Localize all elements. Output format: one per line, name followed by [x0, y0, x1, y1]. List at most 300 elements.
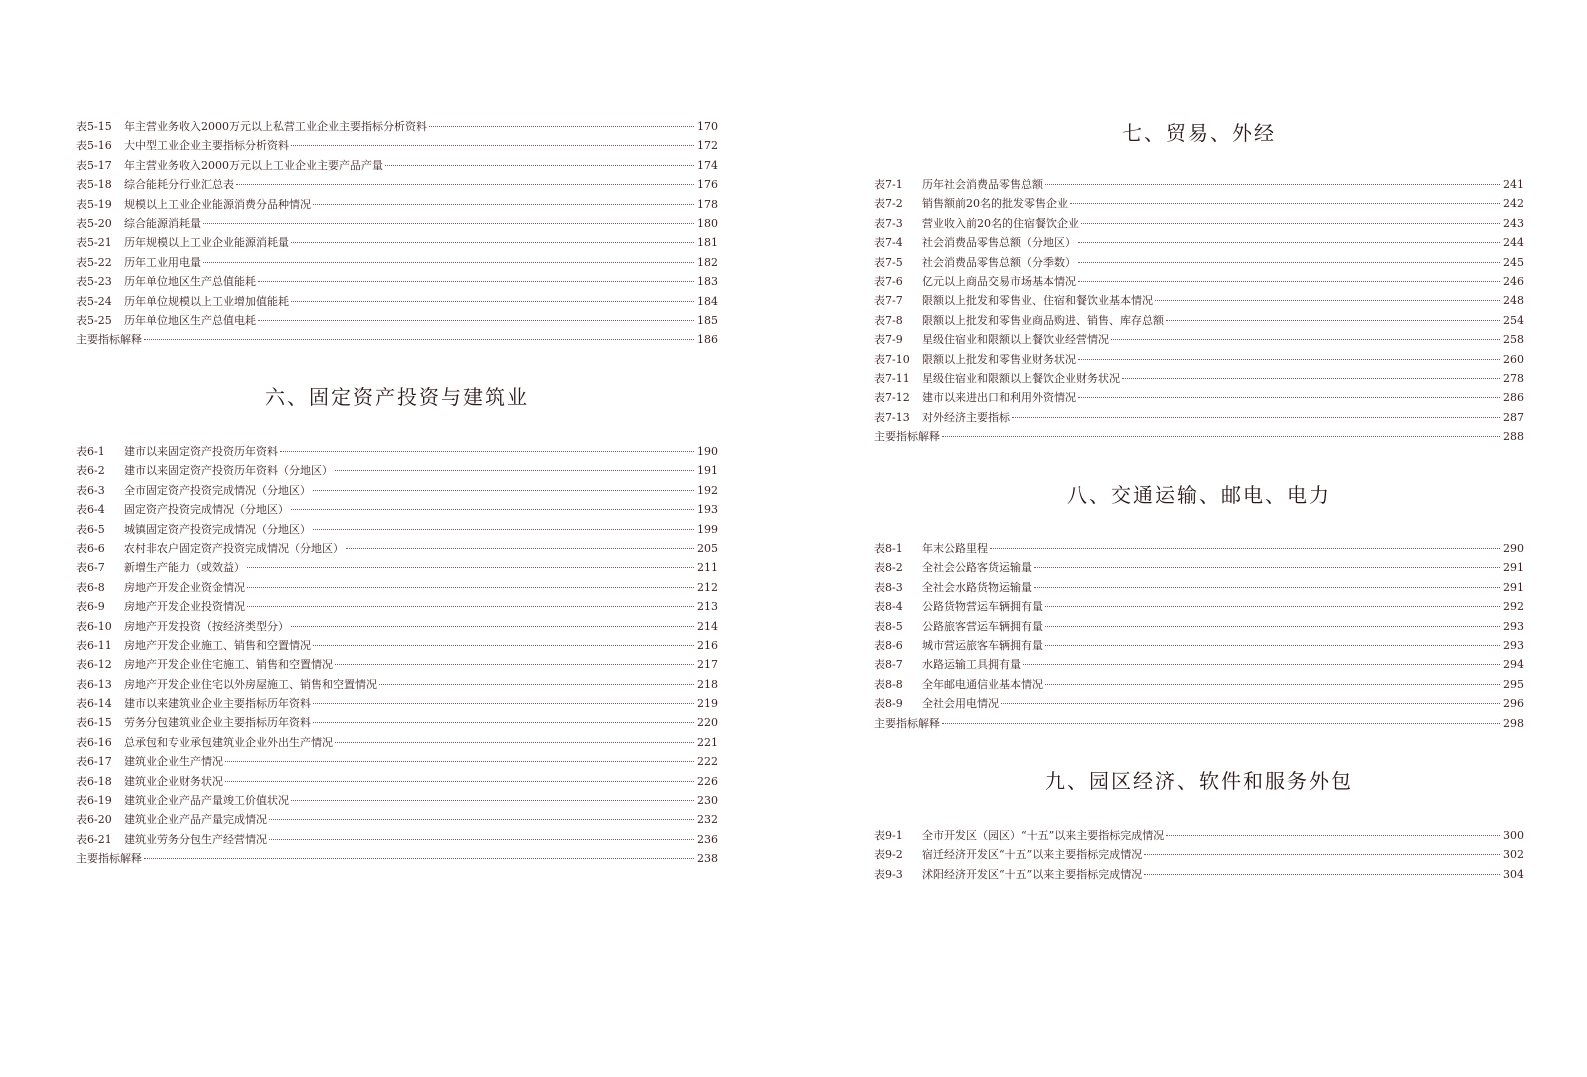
toc-table-code: 表7-9 [874, 333, 903, 347]
toc-page-number: 248 [1503, 294, 1524, 308]
toc-row[interactable] [874, 330, 1524, 349]
toc-page-number: 244 [1503, 236, 1524, 250]
toc-leader-dots [247, 587, 694, 588]
toc-row[interactable] [76, 272, 718, 291]
toc-row[interactable] [874, 214, 1524, 233]
toc-title: 星级住宿业和限额以上餐饮业经营情况 [922, 333, 1109, 347]
toc-table-code: 表6-17 [76, 755, 112, 769]
toc-table-code: 表9-1 [874, 829, 903, 842]
toc-page-number: 292 [1503, 600, 1524, 614]
toc-page-number: 172 [697, 139, 718, 153]
toc-leader-dots [1001, 703, 1500, 704]
toc-row[interactable] [76, 520, 718, 539]
toc-row[interactable] [874, 253, 1524, 272]
toc-leader-dots [144, 339, 694, 340]
toc-title: 建市以来进出口和利用外资情况 [922, 391, 1076, 405]
toc-leader-dots [203, 223, 694, 224]
toc-table-code: 表6-4 [76, 503, 105, 517]
toc-row[interactable] [874, 636, 1524, 655]
toc-table-code: 表5-23 [76, 275, 112, 289]
toc-table-code: 表7-1 [874, 178, 903, 191]
toc-page-number: 170 [697, 120, 718, 133]
toc-table-code: 表5-19 [76, 197, 112, 211]
toc-leader-dots [1144, 874, 1500, 875]
toc-page-number: 183 [697, 275, 718, 289]
toc-leader-dots [313, 703, 694, 704]
toc-table-code: 表7-6 [874, 274, 903, 288]
toc-leader-dots [313, 722, 694, 723]
toc-row[interactable] [874, 539, 1524, 558]
toc-title: 主要指标解释 [874, 430, 940, 444]
toc-table-code: 表7-11 [874, 371, 910, 385]
toc-leader-dots [1045, 184, 1500, 185]
toc-title: 对外经济主要指标 [922, 410, 1010, 424]
toc-leader-dots [1166, 835, 1500, 836]
toc-leader-dots [291, 800, 694, 801]
toc-table-code: 表6-12 [76, 658, 112, 672]
toc-title: 年主营业务收入2000万元以上私营工业企业主要指标分析资料 [124, 120, 427, 133]
toc-leader-dots [1081, 223, 1500, 224]
toc-table-code: 表7-13 [874, 410, 910, 424]
toc-table-code: 表6-2 [76, 464, 105, 478]
toc-leader-dots [1078, 281, 1500, 282]
toc-title: 营业收入前20名的住宿餐饮企业 [922, 216, 1079, 230]
toc-leader-dots [1034, 587, 1500, 588]
toc-table-code: 表7-8 [874, 313, 903, 327]
toc-page-number: 193 [697, 503, 718, 517]
toc-title: 大中型工业企业主要指标分析资料 [124, 139, 289, 153]
toc-table-code: 表6-15 [76, 716, 112, 730]
toc-table-code: 表5-25 [76, 313, 112, 327]
toc-row[interactable] [76, 713, 718, 732]
toc-row[interactable] [874, 865, 1524, 884]
toc-leader-dots [429, 126, 694, 127]
toc-row[interactable] [874, 597, 1524, 616]
section-heading: 七、贸易、外经 [1122, 121, 1276, 145]
section-9 [874, 766, 1524, 884]
toc-row[interactable] [76, 156, 718, 175]
toc-table-code: 表6-20 [76, 813, 112, 827]
toc-row[interactable] [76, 214, 718, 233]
toc-page-number: 288 [1503, 430, 1524, 444]
toc-page-number: 181 [697, 236, 718, 250]
toc-leader-dots [346, 548, 694, 549]
toc-leader-dots [1045, 645, 1500, 646]
toc-table-code: 表8-6 [874, 638, 903, 652]
toc-title: 建筑业企业财务状况 [124, 774, 223, 788]
toc-title: 主要指标解释 [874, 716, 940, 730]
toc-table-code: 表8-5 [874, 619, 903, 633]
toc-title: 主要指标解释 [76, 333, 142, 347]
toc-row[interactable] [76, 655, 718, 674]
toc-list [874, 539, 1524, 714]
toc-row[interactable] [76, 442, 718, 461]
toc-row[interactable] [76, 175, 718, 194]
toc-table-code: 表6-16 [76, 735, 112, 749]
toc-list [76, 442, 718, 849]
toc-page-number: 191 [697, 464, 718, 478]
toc-explanation-row[interactable] [76, 330, 718, 349]
toc-table-code: 表8-8 [874, 677, 903, 691]
toc-table-code: 表8-3 [874, 580, 903, 594]
toc-table-code: 表8-9 [874, 697, 903, 711]
toc-page-number: 221 [697, 735, 718, 749]
toc-table-code: 表9-3 [874, 867, 903, 881]
toc-title: 社会消费品零售总额（分地区） [922, 236, 1076, 250]
toc-row[interactable] [76, 636, 718, 655]
toc-title: 宿迁经济开发区“十五”以来主要指标完成情况 [922, 848, 1143, 862]
toc-leader-dots [203, 262, 694, 263]
toc-leader-dots [335, 470, 694, 471]
toc-table-code: 表5-21 [76, 236, 112, 250]
toc-row[interactable] [76, 752, 718, 771]
toc-leader-dots [1144, 854, 1500, 855]
toc-title: 星级住宿业和限额以上餐饮企业财务状况 [922, 371, 1120, 385]
toc-title: 历年工业用电量 [124, 255, 201, 269]
toc-leader-dots [291, 242, 694, 243]
toc-title: 历年单位地区生产总值电耗 [124, 313, 256, 327]
toc-title: 水路运输工具拥有量 [922, 658, 1021, 672]
toc-table-code: 表6-18 [76, 774, 112, 788]
toc-table-code: 表6-13 [76, 677, 112, 691]
toc-explanation-row[interactable] [76, 849, 718, 868]
toc-explanation-row[interactable] [874, 714, 1524, 733]
toc-leader-dots [1023, 664, 1500, 665]
toc-title: 规模以上工业企业能源消费分品种情况 [124, 197, 311, 211]
toc-title: 全市固定资产投资完成情况（分地区） [124, 483, 311, 497]
toc-title: 建市以来建筑业企业主要指标历年资料 [124, 697, 311, 711]
toc-page-number: 246 [1503, 274, 1524, 288]
toc-table-code: 表6-3 [76, 483, 105, 497]
toc-row[interactable] [874, 350, 1524, 369]
toc-title: 亿元以上商品交易市场基本情况 [922, 274, 1076, 288]
toc-page-number: 291 [1503, 561, 1524, 575]
toc-row[interactable] [76, 195, 718, 214]
toc-table-code: 表6-8 [76, 580, 105, 594]
toc-row[interactable] [874, 694, 1524, 713]
toc-title: 沭阳经济开发区“十五”以来主要指标完成情况 [922, 867, 1143, 881]
toc-table-code: 表9-2 [874, 848, 903, 862]
toc-leader-dots [313, 204, 694, 205]
toc-title: 限额以上批发和零售业商品购进、销售、库存总额 [922, 313, 1164, 327]
toc-table-code: 表7-5 [874, 255, 903, 269]
toc-page-number: 185 [697, 313, 718, 327]
toc-list [76, 117, 718, 330]
toc-page-number: 212 [697, 580, 718, 594]
toc-table-code: 表6-21 [76, 832, 112, 846]
toc-leader-dots [225, 781, 694, 782]
toc-table-code: 表7-12 [874, 391, 910, 405]
toc-page-number: 184 [697, 294, 718, 308]
toc-table-code: 表5-24 [76, 294, 112, 308]
toc-leader-dots [225, 761, 694, 762]
toc-row[interactable] [76, 253, 718, 272]
toc-table-code: 表6-1 [76, 445, 105, 458]
toc-table-code: 表5-22 [76, 255, 112, 269]
toc-leader-dots [1078, 262, 1500, 263]
toc-row[interactable] [874, 655, 1524, 674]
toc-page-number: 260 [1503, 352, 1524, 366]
toc-page-number: 294 [1503, 658, 1524, 672]
toc-row[interactable] [874, 194, 1524, 213]
toc-page-number: 295 [1503, 677, 1524, 691]
toc-page-number: 180 [697, 216, 718, 230]
toc-title: 建市以来固定资产投资历年资料 [124, 445, 278, 458]
toc-row[interactable] [76, 772, 718, 791]
toc-title: 农村非农户固定资产投资完成情况（分地区） [124, 541, 344, 555]
toc-page-number: 211 [697, 561, 718, 575]
section-heading: 九、园区经济、软件和服务外包 [1045, 769, 1353, 793]
toc-page-number: 298 [1503, 716, 1524, 730]
toc-page-number: 291 [1503, 580, 1524, 594]
toc-page-number: 254 [1503, 313, 1524, 327]
toc-page-number: 300 [1503, 829, 1524, 842]
toc-leader-dots [313, 490, 694, 491]
toc-title: 年末公路里程 [922, 542, 988, 555]
toc-title: 历年单位规模以上工业增加值能耗 [124, 294, 289, 308]
toc-row[interactable] [76, 675, 718, 694]
toc-leader-dots [236, 184, 694, 185]
toc-leader-dots [313, 529, 694, 530]
toc-row[interactable] [874, 558, 1524, 577]
toc-page-number: 230 [697, 794, 718, 808]
toc-table-code: 表8-1 [874, 542, 903, 555]
toc-title: 历年单位地区生产总值能耗 [124, 275, 256, 289]
toc-leader-dots [269, 819, 694, 820]
toc-table-code: 表7-2 [874, 197, 903, 211]
toc-title: 房地产开发企业施工、销售和空置情况 [124, 638, 311, 652]
toc-page-number: 213 [697, 600, 718, 614]
toc-page-number: 222 [697, 755, 718, 769]
toc-page-number: 176 [697, 178, 718, 192]
toc-page-number: 192 [697, 483, 718, 497]
toc-row[interactable] [874, 826, 1524, 845]
toc-title: 全年邮电通信业基本情况 [922, 677, 1043, 691]
toc-row[interactable] [76, 539, 718, 558]
toc-title: 总承包和专业承包建筑业企业外出生产情况 [124, 735, 333, 749]
toc-row[interactable] [874, 675, 1524, 694]
toc-page-number: 226 [697, 774, 718, 788]
toc-table-code: 表5-15 [76, 120, 112, 133]
toc-page-number: 236 [697, 832, 718, 846]
toc-leader-dots [1045, 626, 1500, 627]
toc-title: 综合能耗分行业汇总表 [124, 178, 234, 192]
toc-title: 固定资产投资完成情况（分地区） [124, 503, 289, 517]
toc-leader-dots [1111, 339, 1500, 340]
toc-title: 建筑业企业产品产量完成情况 [124, 813, 267, 827]
toc-table-code: 表6-6 [76, 541, 105, 555]
toc-page-number: 286 [1503, 391, 1524, 405]
toc-table-code: 表5-20 [76, 216, 112, 230]
toc-title: 历年规模以上工业企业能源消耗量 [124, 236, 289, 250]
toc-table-code: 表7-7 [874, 294, 903, 308]
toc-leader-dots [1034, 567, 1500, 568]
toc-leader-dots [258, 320, 694, 321]
toc-page-number: 217 [697, 658, 718, 672]
toc-row[interactable] [76, 292, 718, 311]
toc-title: 年主营业务收入2000万元以上工业企业主要产品产量 [124, 158, 383, 172]
toc-leader-dots [291, 509, 694, 510]
toc-title: 建筑业企业生产情况 [124, 755, 223, 769]
toc-title: 社会消费品零售总额（分季数） [922, 255, 1076, 269]
toc-row[interactable] [76, 461, 718, 480]
toc-page-number: 216 [697, 638, 718, 652]
toc-row[interactable] [874, 845, 1524, 864]
toc-page-number: 241 [1503, 178, 1524, 191]
toc-table-code: 表6-9 [76, 600, 105, 614]
toc-leader-dots [280, 451, 694, 452]
toc-page-number: 182 [697, 255, 718, 269]
toc-table-code: 表6-19 [76, 794, 112, 808]
toc-table-code: 表6-11 [76, 638, 112, 652]
toc-row[interactable] [76, 733, 718, 752]
toc-leader-dots [990, 548, 1500, 549]
toc-row[interactable] [76, 481, 718, 500]
toc-row[interactable] [76, 617, 718, 636]
toc-row[interactable] [76, 500, 718, 519]
toc-title: 全市开发区（园区）“十五”以来主要指标完成情况 [922, 829, 1165, 842]
toc-leader-dots [1045, 684, 1500, 685]
toc-row[interactable] [76, 810, 718, 829]
toc-page-number: 296 [1503, 697, 1524, 711]
toc-title: 房地产开发投资（按经济类型分） [124, 619, 289, 633]
toc-leader-dots [335, 742, 694, 743]
toc-leader-dots [269, 839, 694, 840]
toc-row[interactable] [874, 369, 1524, 388]
toc-title: 房地产开发企业住宅以外房屋施工、销售和空置情况 [124, 677, 377, 691]
toc-page-number: 278 [1503, 371, 1524, 385]
toc-table-code: 表7-10 [874, 352, 910, 366]
toc-title: 建筑业劳务分包生产经营情况 [124, 832, 267, 846]
toc-table-code: 表8-2 [874, 561, 903, 575]
toc-table-code: 表7-4 [874, 236, 903, 250]
toc-page-number: 178 [697, 197, 718, 211]
toc-table-code: 表6-5 [76, 522, 105, 536]
toc-row[interactable] [76, 233, 718, 252]
toc-page-number: 245 [1503, 255, 1524, 269]
toc-row[interactable] [874, 311, 1524, 330]
toc-page-number: 302 [1503, 848, 1524, 862]
toc-row[interactable] [874, 617, 1524, 636]
toc-page-number: 205 [697, 541, 718, 555]
toc-title: 综合能源消耗量 [124, 216, 201, 230]
toc-row[interactable] [874, 578, 1524, 597]
toc-title: 房地产开发企业住宅施工、销售和空置情况 [124, 658, 333, 672]
toc-row[interactable] [76, 117, 718, 136]
toc-title: 全社会公路客货运输量 [922, 561, 1032, 575]
toc-leader-dots [379, 684, 694, 685]
toc-leader-dots [1166, 320, 1500, 321]
toc-list [874, 826, 1524, 884]
toc-title: 限额以上批发和零售业财务状况 [922, 352, 1076, 366]
toc-row[interactable] [874, 233, 1524, 252]
toc-table-code: 表6-7 [76, 561, 105, 575]
toc-table-code: 表8-4 [874, 600, 903, 614]
toc-row[interactable] [76, 791, 718, 810]
toc-leader-dots [291, 626, 694, 627]
toc-row[interactable] [874, 175, 1524, 194]
toc-title: 历年社会消费品零售总额 [922, 178, 1043, 191]
toc-leader-dots [1012, 417, 1500, 418]
toc-leader-dots [1155, 300, 1500, 301]
toc-page-number: 242 [1503, 197, 1524, 211]
toc-title: 城镇固定资产投资完成情况（分地区） [124, 522, 311, 536]
toc-table-code: 表8-7 [874, 658, 903, 672]
toc-title: 销售额前20名的批发零售企业 [922, 197, 1068, 211]
section-5-list [76, 117, 718, 350]
toc-title: 新增生产能力（或效益） [124, 561, 245, 575]
toc-page-number: 174 [697, 158, 718, 172]
toc-row[interactable] [874, 272, 1524, 291]
toc-page-number: 199 [697, 522, 718, 536]
toc-table-code: 表5-17 [76, 158, 112, 172]
toc-leader-dots [247, 606, 694, 607]
toc-table-code: 表5-18 [76, 178, 112, 192]
toc-title: 劳务分包建筑业企业主要指标历年资料 [124, 716, 311, 730]
toc-table-code: 表7-3 [874, 216, 903, 230]
toc-leader-dots [1078, 242, 1500, 243]
toc-page-number: 232 [697, 813, 718, 827]
toc-row[interactable] [874, 388, 1524, 407]
toc-row[interactable] [76, 136, 718, 155]
toc-page-number: 220 [697, 716, 718, 730]
toc-row[interactable] [874, 408, 1524, 427]
toc-page-number: 190 [697, 445, 718, 458]
toc-row[interactable] [76, 694, 718, 713]
toc-list [874, 175, 1524, 427]
toc-title: 公路旅客营运车辆拥有量 [922, 619, 1043, 633]
toc-leader-dots [942, 436, 1500, 437]
toc-leader-dots [1078, 359, 1500, 360]
toc-table-code: 表6-14 [76, 697, 112, 711]
toc-leader-dots [385, 165, 694, 166]
toc-page-number: 304 [1503, 867, 1524, 881]
toc-row[interactable] [76, 311, 718, 330]
toc-page-number: 243 [1503, 216, 1524, 230]
section-heading: 六、固定资产投资与建筑业 [265, 385, 529, 409]
toc-page-number: 238 [697, 852, 718, 866]
toc-leader-dots [942, 723, 1500, 724]
toc-title: 全社会水路货物运输量 [922, 580, 1032, 594]
toc-title: 房地产开发企业投资情况 [124, 600, 245, 614]
toc-leader-dots [335, 664, 694, 665]
toc-page-number: 287 [1503, 410, 1524, 424]
toc-page-number: 290 [1503, 542, 1524, 555]
toc-leader-dots [247, 567, 694, 568]
toc-row[interactable] [874, 291, 1524, 310]
toc-leader-dots [1078, 397, 1500, 398]
section-7 [874, 118, 1524, 446]
toc-row[interactable] [76, 558, 718, 577]
toc-leader-dots [291, 301, 694, 302]
toc-row[interactable] [76, 578, 718, 597]
toc-page-number: 293 [1503, 619, 1524, 633]
toc-leader-dots [1070, 203, 1500, 204]
toc-row[interactable] [76, 597, 718, 616]
toc-page-number: 218 [697, 677, 718, 691]
toc-page-number: 186 [697, 333, 718, 347]
toc-title: 房地产开发企业资金情况 [124, 580, 245, 594]
toc-title: 城市营运旅客车辆拥有量 [922, 638, 1043, 652]
toc-leader-dots [313, 645, 694, 646]
toc-row[interactable] [76, 830, 718, 849]
toc-title: 建市以来固定资产投资历年资料（分地区） [124, 464, 333, 478]
toc-explanation-row[interactable] [874, 427, 1524, 446]
section-6 [76, 382, 718, 869]
toc-page-number: 293 [1503, 638, 1524, 652]
toc-page-number: 214 [697, 619, 718, 633]
section-8 [874, 480, 1524, 733]
